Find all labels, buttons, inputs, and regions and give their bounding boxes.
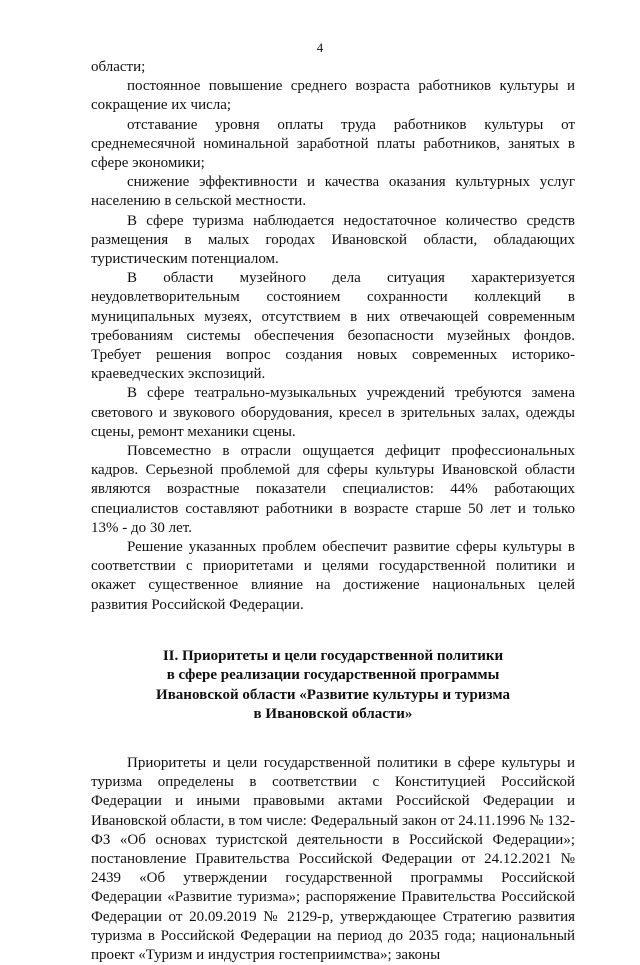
section-heading-line: в сфере реализации государственной программы xyxy=(166,667,500,684)
section-heading-line: II. Приоритеты и цели государственной политики xyxy=(162,647,504,664)
paragraph: В сфере туризма наблюдается недостаточное количество средств размещения в малых городах Ивановской области, обладающих туристическим потенциалом. xyxy=(91,212,575,268)
paragraph: Решение указанных проблем обеспечит развитие сферы культуры в соответствии с приоритетами и целями государственной политики и окажет существенное влияние на достижение национальных целей развития Российской Федерации. xyxy=(91,539,575,613)
section-heading xyxy=(91,647,575,725)
section-two-text xyxy=(91,754,575,965)
paragraph: постоянное повышение среднего возраста работников культуры и сокращение их числа; xyxy=(91,78,575,114)
paragraph: отставание уровня оплаты труда работников культуры от среднемесячной номинальной заработной платы работников, занятых в сфере экономики; xyxy=(91,116,575,172)
paragraph: В сфере театрально-музыкальных учреждений требуются замена светового и звукового оборудования, кресел в зрительных залах, одежды сцены, ремонт механики сцены. xyxy=(91,385,575,440)
section-one-text xyxy=(91,58,575,615)
paragraph: В области музейного дела ситуация характеризуется неудовлетворительным состоянием сохранности коллекций в муниципальных музеях, отсутствием в них отвечающей современным требованиям системы обеспечения безопасности музейных фондов. Требует решения вопрос создания новых современных историко-краеведческих экспозиций. xyxy=(91,270,575,383)
paragraph: Приоритеты и цели государственной политики в сфере культуры и туризма определены в соответствии с Конституцией Российской Федерации и иными правовыми актами Российской Федерации и Ивановской области, в том числе: Федеральный закон от 24.11.1996 № 132-ФЗ «Об основах туристской деятельности в Российской Федерации»; постановление Правительства Российской Федерации от 24.12.2021 № 2439 «Об утверждении государственной программы Российской Федерации «Развитие туризма»; распоряжение Правительства Российской Федерации от 20.09.2019 № 2129-р, утверждающее Стратегию развития туризма в Российской Федерации на период до 2035 года; национальный проект «Туризм и индустрия гостеприимства»; законы xyxy=(91,754,575,963)
page-number: 4 xyxy=(316,40,324,55)
paragraph: области; xyxy=(91,59,146,75)
paragraph: снижение эффективности и качества оказания культурных услуг населению в сельской местности. xyxy=(91,174,575,210)
section-heading-line: в Ивановской области» xyxy=(253,706,413,723)
section-heading-line: Ивановской области «Развитие культуры и туризма xyxy=(156,686,510,703)
paragraph: Повсеместно в отрасли ощущается дефицит профессиональных кадров. Серьезной проблемой для сферы культуры Ивановской области являются возрастные показатели специалистов: 44% работающих специалистов составляют работники в возрасте старше 50 лет и только 13% - до 30 лет. xyxy=(91,443,575,536)
document-body xyxy=(91,58,575,965)
